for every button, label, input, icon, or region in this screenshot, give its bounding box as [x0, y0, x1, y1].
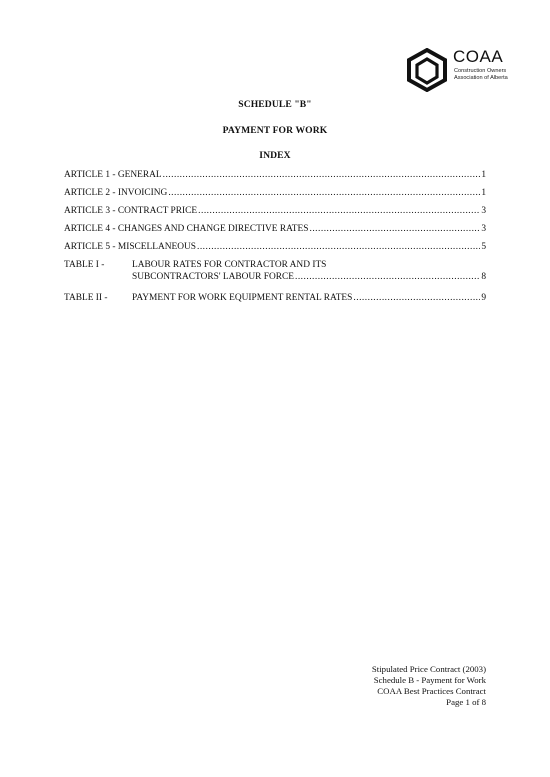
toc-entry-page: 8	[481, 272, 486, 282]
page-footer	[372, 664, 486, 708]
toc-entry-article-4[interactable]	[64, 224, 486, 236]
toc-entry-article-1[interactable]	[64, 170, 486, 182]
toc-leader-dots	[295, 272, 480, 282]
logo-tagline-2: Association of Alberta	[454, 74, 508, 81]
toc-entry-label: ARTICLE 3 - CONTRACT PRICE	[64, 206, 198, 216]
footer-page-number: Page 1 of 8	[446, 697, 486, 707]
logo-brand: COAA	[453, 47, 504, 66]
toc-entry-article-5[interactable]	[64, 242, 486, 254]
footer-contract-name: Stipulated Price Contract (2003)	[371, 664, 486, 674]
logo-tagline-1: Construction Owners	[454, 68, 507, 74]
toc-leader-dots	[198, 206, 480, 216]
toc-table-title-line1: PAYMENT FOR WORK EQUIPMENT RENTAL RATES	[132, 293, 353, 303]
toc-leader-dots	[168, 188, 480, 198]
toc-entry-page: 1	[481, 170, 486, 180]
table-of-contents	[64, 0, 486, 777]
toc-leader-dots	[163, 170, 481, 180]
toc-entry-article-2[interactable]	[64, 188, 486, 200]
schedule-subtitle: PAYMENT FOR WORK	[222, 125, 328, 136]
toc-entry-page: 3	[481, 206, 486, 216]
toc-entry-article-3[interactable]	[64, 206, 486, 218]
toc-entry-page: 1	[481, 188, 486, 198]
toc-entry-label: ARTICLE 5 - MISCELLANEOUS	[64, 242, 196, 252]
toc-table-title-line2: SUBCONTRACTORS' LABOUR FORCE	[132, 272, 294, 282]
footer-contract-type: COAA Best Practices Contract	[377, 686, 486, 696]
toc-leader-dots	[309, 224, 480, 234]
toc-leader-dots	[353, 293, 480, 303]
toc-table-title-line1: LABOUR RATES FOR CONTRACTOR AND ITS	[132, 260, 327, 270]
toc-entry-label: ARTICLE 2 - INVOICING	[64, 188, 168, 198]
toc-entry-label: ARTICLE 4 - CHANGES AND CHANGE DIRECTIVE RATES	[64, 224, 309, 234]
toc-entry-page: 5	[481, 242, 486, 252]
toc-entry-page: 9	[481, 293, 486, 303]
toc-leader-dots	[197, 242, 480, 252]
footer-schedule-name: Schedule B - Payment for Work	[373, 675, 486, 685]
schedule-title: SCHEDULE "B"	[238, 99, 312, 110]
toc-table-prefix: TABLE I -	[64, 260, 105, 270]
toc-entry-page: 3	[481, 224, 486, 234]
toc-table-prefix: TABLE II -	[64, 293, 108, 303]
toc-entry-label: ARTICLE 1 - GENERAL	[64, 170, 162, 180]
index-heading: INDEX	[259, 150, 291, 161]
